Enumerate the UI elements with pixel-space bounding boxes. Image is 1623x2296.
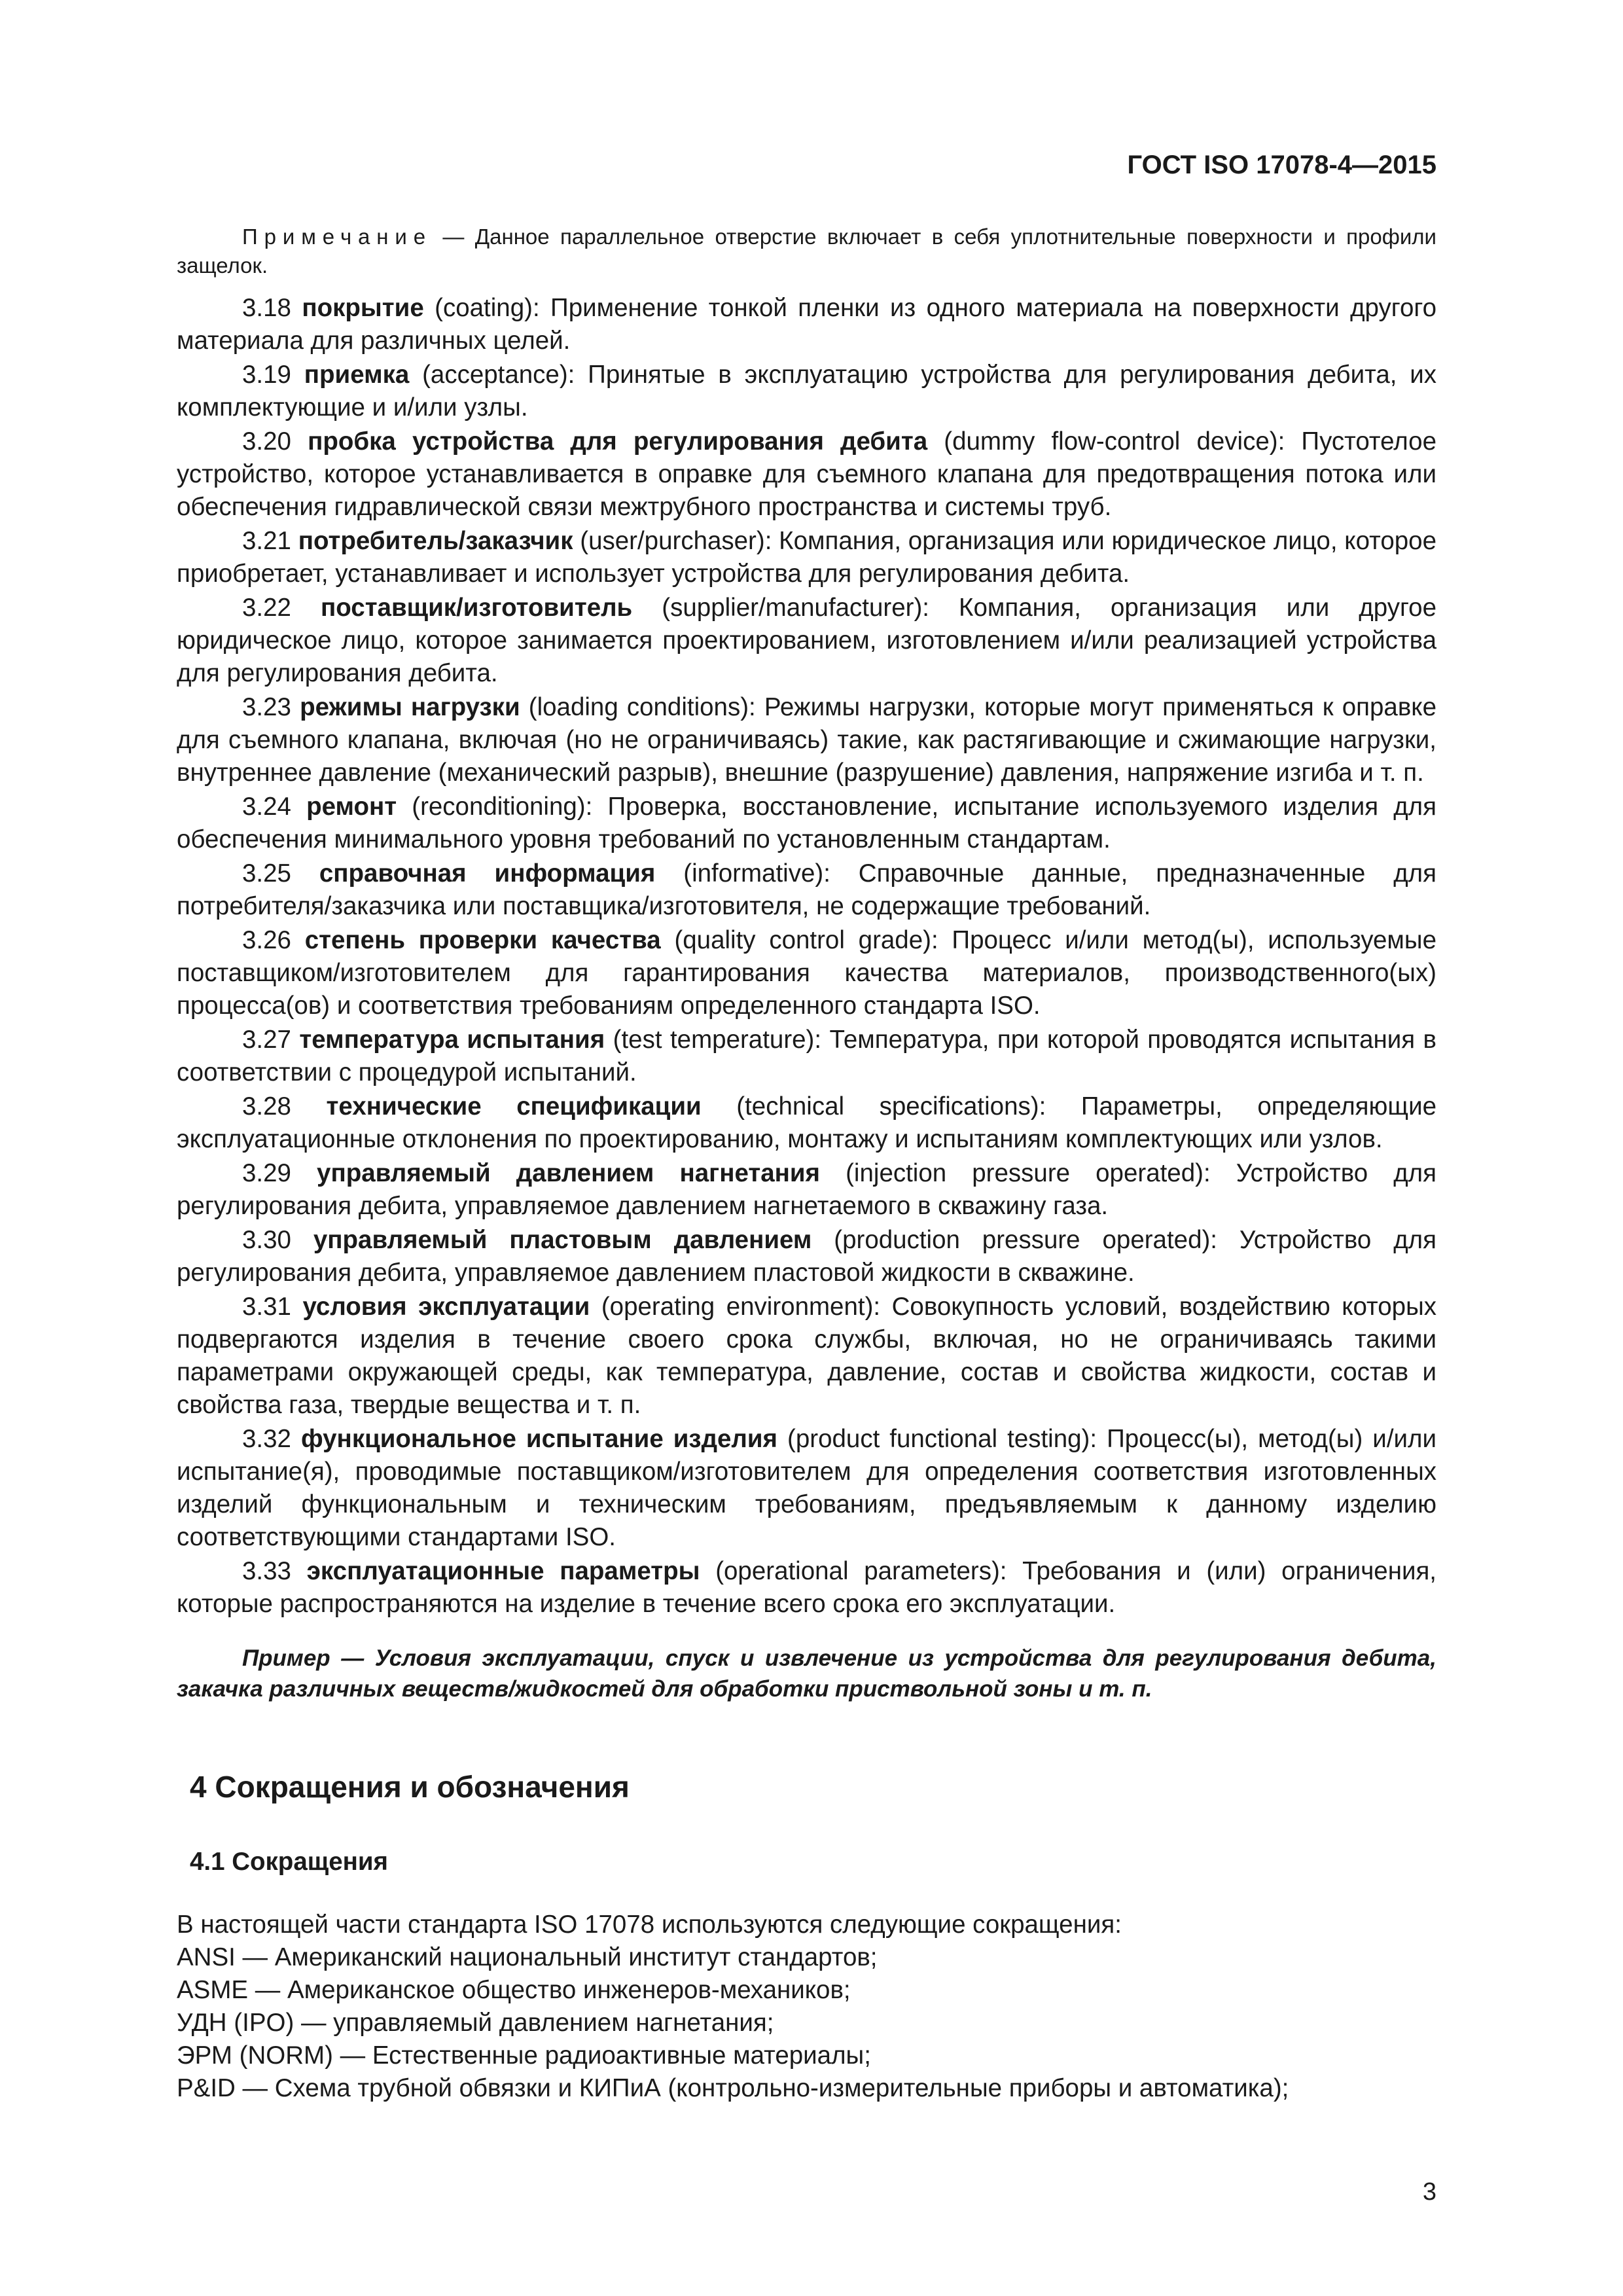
term-definition xyxy=(177,1157,1436,1223)
term-definition xyxy=(177,525,1436,590)
term-name: степень проверки качества xyxy=(304,926,661,954)
term-definition xyxy=(177,592,1436,690)
term-number: 3.33 xyxy=(242,1557,291,1585)
term-definition xyxy=(177,1291,1436,1422)
term-name: приемка xyxy=(304,361,410,389)
term-definition xyxy=(177,924,1436,1022)
note-text: — Данное параллельное отверстие включает в себя уплотнительные поверхности и профили защелок. xyxy=(177,224,1436,278)
term-name: справочная информация xyxy=(319,859,656,888)
page-content xyxy=(177,223,1436,2105)
term-number: 3.23 xyxy=(242,693,291,721)
term-description: (informative): Справочные данные, предназначенные для потребителя/заказчика или поставщика/изготовителя, не содержащие требований. xyxy=(177,859,1436,920)
term-number: 3.26 xyxy=(242,926,291,954)
term-description: (product functional testing): Процесс(ы), метод(ы) и/или испытание(я), проводимые поставщиком/изготовителем для определения соответствия изготовленных изделий функциональным и техническим требованиям, предъявляемым к данному изделию соответствующими стандартами ISO. xyxy=(177,1425,1436,1551)
term-number: 3.20 xyxy=(242,427,291,456)
term-description: (production pressure operated): Устройство для регулирования дебита, управляемое давлением пластовой жидкости в скважине. xyxy=(177,1226,1436,1287)
term-definition xyxy=(177,691,1436,789)
term-number: 3.24 xyxy=(242,793,291,821)
term-description: (technical specifications): Параметры, определяющие эксплуатационные отклонения по проектированию, монтажу и испытаниям комплектующих или узлов. xyxy=(177,1092,1436,1153)
term-number: 3.21 xyxy=(242,527,291,555)
term-definition xyxy=(177,1555,1436,1621)
term-definition xyxy=(177,425,1436,524)
term-name: режимы нагрузки xyxy=(300,693,520,721)
term-name: температура испытания xyxy=(299,1026,605,1054)
term-name: эксплуатационные параметры xyxy=(306,1557,700,1585)
term-name: управляемый давлением нагнетания xyxy=(317,1159,821,1187)
term-number: 3.29 xyxy=(242,1159,291,1187)
page-number: 3 xyxy=(1422,2178,1436,2206)
term-definition xyxy=(177,1090,1436,1156)
term-definition xyxy=(177,1224,1436,1289)
term-number: 3.30 xyxy=(242,1226,291,1254)
term-name: условия эксплуатации xyxy=(302,1293,590,1321)
term-description: (dummy flow-control device): Пустотелое устройство, которое устанавливается в оправке для съемного клапана для предотвращения потока или обеспечения гидравлической связи межтрубного пространства и системы труб. xyxy=(177,427,1436,521)
term-definition xyxy=(177,359,1436,424)
term-name: технические спецификации xyxy=(326,1092,702,1121)
terms-list xyxy=(177,292,1436,1621)
term-number: 3.32 xyxy=(242,1425,291,1453)
term-name: покрытие xyxy=(302,294,424,322)
term-name: ремонт xyxy=(306,793,397,821)
section-4-1-heading: 4.1 Сокращения xyxy=(190,1848,389,1876)
term-description: (loading conditions): Режимы нагрузки, которые могут применяться к оправке для съемного клапана, включая (но не ограничиваясь) такие, как растягивающие и сжимающие нагрузки, внутреннее давление (механический разрыв), внешние (разрушение) давления, напряжение изгиба и т. п. xyxy=(177,693,1436,787)
term-description: (reconditioning): Проверка, восстановление, испытание используемого изделия для обеспечения минимального уровня требований по установленным стандартам. xyxy=(177,793,1436,853)
abbreviations-list xyxy=(177,1941,1436,2105)
term-description: (coating): Применение тонкой пленки из одного материала на поверхности другого материала для различных целей. xyxy=(177,294,1436,355)
section-4-heading: 4 Сокращения и обозначения xyxy=(190,1770,630,1804)
term-definition xyxy=(177,791,1436,856)
note-label: Примечание xyxy=(242,224,433,249)
term-number: 3.19 xyxy=(242,361,291,389)
term-name: функциональное испытание изделия xyxy=(300,1425,778,1453)
term-name: управляемый пластовым давлением xyxy=(313,1226,812,1254)
document-id-header: ГОСТ ISO 17078-4—2015 xyxy=(1127,151,1436,179)
term-number: 3.28 xyxy=(242,1092,291,1121)
example-paragraph: Пример — Условия эксплуатации, спуск и извлечение из устройства для регулирования дебита, закачка различных веществ/жидкостей для обработки приствольной зоны и т. п. xyxy=(177,1645,1436,1702)
abbreviation-item: ASME — Американское общество инженеров-механиков; xyxy=(177,1976,851,2004)
term-name: поставщик/изготовитель xyxy=(321,594,633,622)
term-name: пробка устройства для регулирования дебита xyxy=(308,427,928,456)
note-paragraph xyxy=(177,223,1436,280)
term-number: 3.25 xyxy=(242,859,291,888)
term-definition xyxy=(177,1423,1436,1554)
term-definition xyxy=(177,292,1436,357)
term-description: (operating environment): Совокупность условий, воздействию которых подвергаются изделия в течение своего срока службы, включая, но не ограничиваясь такими параметрами окружающей среды, как температура, давление, состав и свойства жидкости, состав и свойства газа, твердые вещества и т. п. xyxy=(177,1293,1436,1419)
abbreviation-item: УДН (IPO) — управляемый давлением нагнетания; xyxy=(177,2009,774,2037)
term-number: 3.22 xyxy=(242,594,291,622)
abbreviation-item: ANSI — Американский национальный институт стандартов; xyxy=(177,1943,878,1971)
term-number: 3.27 xyxy=(242,1026,291,1054)
term-description: (supplier/manufacturer): Компания, организация или другое юридическое лицо, которое занимается проектированием, изготовлением и/или реализацией устройства для регулирования дебита. xyxy=(177,594,1436,687)
term-description: (user/purchaser): Компания, организация или юридическое лицо, которое приобретает, устанавливает и использует устройства для регулирования дебита. xyxy=(177,527,1436,588)
abbreviations-intro: В настоящей части стандарта ISO 17078 используются следующие сокращения: xyxy=(177,1910,1122,1939)
term-description: (test temperature): Температура, при которой проводятся испытания в соответствии с процедурой испытаний. xyxy=(177,1026,1437,1086)
term-description: (quality control grade): Процесс и/или метод(ы), используемые поставщиком/изготовителем для гарантирования качества материалов, производственного(ых) процесса(ов) и соответствия требованиям определенного стандарта ISO. xyxy=(177,926,1436,1020)
term-name: потребитель/заказчик xyxy=(298,527,573,555)
term-description: (operational parameters): Требования и (или) ограничения, которые распространяются на изделие в течение всего срока его эксплуатации. xyxy=(177,1557,1437,1618)
term-definition xyxy=(177,857,1436,923)
abbreviation-item: ЭРМ (NORM) — Естественные радиоактивные материалы; xyxy=(177,2041,871,2070)
term-number: 3.18 xyxy=(242,294,291,322)
term-description: (injection pressure operated): Устройство для регулирования дебита, управляемое давлением нагнетаемого в скважину газа. xyxy=(177,1159,1436,1220)
term-definition xyxy=(177,1024,1436,1089)
term-description: (acceptance): Принятые в эксплуатацию устройства для регулирования дебита, их комплектующие и и/или узлы. xyxy=(177,361,1436,422)
term-number: 3.31 xyxy=(242,1293,291,1321)
abbreviation-item: P&ID — Схема трубной обвязки и КИПиА (контрольно-измерительные приборы и автоматика); xyxy=(177,2074,1289,2102)
